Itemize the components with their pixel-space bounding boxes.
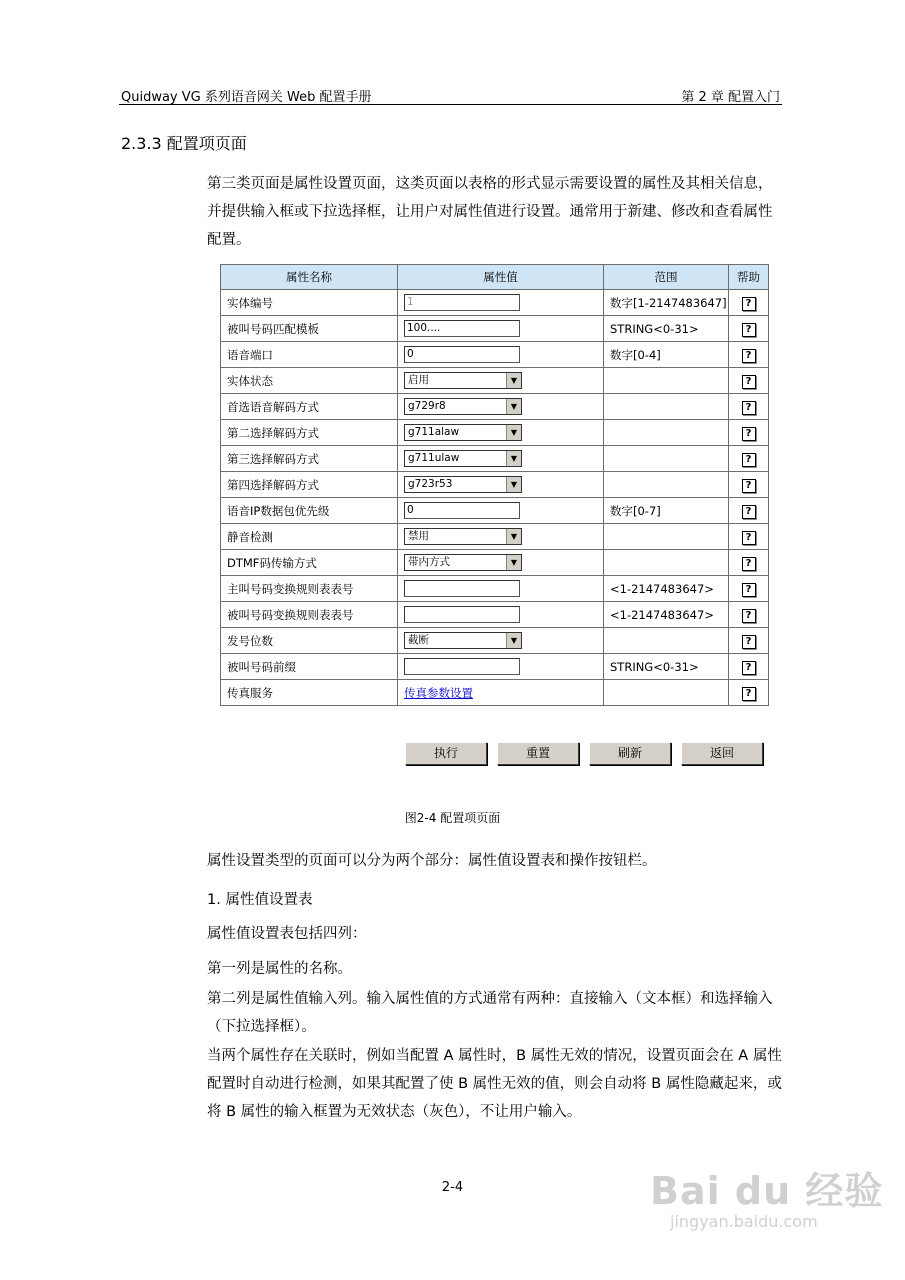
attr-name: 第三选择解码方式 (221, 446, 398, 472)
paragraph-parts: 属性设置类型的页面可以分为两个部分：属性值设置表和操作按钮栏。 (207, 853, 657, 869)
help-icon[interactable]: ? (742, 609, 756, 623)
attr-range: <1-2147483647> (604, 576, 729, 602)
entity-id-input[interactable]: 1 (404, 294, 520, 311)
help-icon[interactable]: ? (742, 661, 756, 675)
intro-paragraph: 第三类页面是属性设置页面，这类页面以表格的形式显示需要设置的属性及其相关信息，并提供输入框或下拉选择框，让用户对属性值进行设置。通常用于新建、修改和查看属性配置。 (207, 176, 773, 248)
attribute-table (220, 264, 769, 706)
help-icon[interactable]: ? (742, 427, 756, 441)
attr-range: <1-2147483647> (604, 602, 729, 628)
chevron-down-icon: ▼ (506, 529, 521, 544)
help-icon[interactable]: ? (742, 297, 756, 311)
silence-detect-select[interactable]: 禁用 ▼ (404, 528, 522, 545)
attr-name: 实体状态 (221, 368, 398, 394)
col-header-value: 属性值 (398, 265, 604, 290)
table-row (221, 550, 769, 576)
paragraph-col2: 第二列是属性值输入列。输入属性值的方式通常有两种：直接输入（文本框）和选择输入（下拉选择框）。 (207, 991, 773, 1035)
attr-range (604, 446, 729, 472)
help-icon[interactable]: ? (742, 349, 756, 363)
attr-range: STRING<0-31> (604, 654, 729, 680)
chevron-down-icon: ▼ (506, 451, 521, 466)
attr-name: 传真服务 (221, 680, 398, 706)
header-rule (119, 104, 782, 105)
header-chapter: 第 2 章 配置入门 (681, 90, 780, 105)
table-row (221, 446, 769, 472)
paragraph-col1: 第一列是属性的名称。 (207, 961, 352, 977)
attr-name: 发号位数 (221, 628, 398, 654)
table-row (221, 524, 769, 550)
fax-settings-link[interactable]: 传真参数设置 (404, 685, 473, 700)
chevron-down-icon: ▼ (506, 633, 521, 648)
attr-name: 被叫号码匹配模板 (221, 316, 398, 342)
execute-button[interactable]: 执行 (405, 742, 487, 765)
subheading: 1. 属性值设置表 (207, 892, 313, 908)
attr-range: 数字[0-4] (604, 342, 729, 368)
attr-range (604, 472, 729, 498)
col-header-help: 帮助 (729, 265, 769, 290)
chevron-down-icon: ▼ (506, 425, 521, 440)
attr-range: STRING<0-31> (604, 316, 729, 342)
attr-name: 第四选择解码方式 (221, 472, 398, 498)
help-icon[interactable]: ? (742, 583, 756, 597)
help-icon[interactable]: ? (742, 557, 756, 571)
table-row (221, 498, 769, 524)
paragraph-relation: 当两个属性存在关联时，例如当配置 A 属性时，B 属性无效的情况，设置页面会在 A 属性配置时自动进行检测，如果其配置了使 B 属性无效的值，则会自动将 B 属性隐藏起来，或将 B 属性的输入框置为无效状态（灰色），不让用户输入。 (207, 1048, 782, 1120)
chevron-down-icon: ▼ (506, 477, 521, 492)
codec1-select[interactable]: g729r8 ▼ (404, 398, 522, 415)
attr-range (604, 680, 729, 706)
help-icon[interactable]: ? (742, 323, 756, 337)
reset-button[interactable]: 重置 (497, 742, 579, 765)
attr-range (604, 524, 729, 550)
help-icon[interactable]: ? (742, 401, 756, 415)
attr-name: 被叫号码前缀 (221, 654, 398, 680)
table-row (221, 368, 769, 394)
paragraph-columns: 属性值设置表包括四列： (207, 926, 367, 942)
attr-range (604, 420, 729, 446)
help-icon[interactable]: ? (742, 479, 756, 493)
send-digits-select[interactable]: 截断 ▼ (404, 632, 522, 649)
codec3-select[interactable]: g711ulaw ▼ (404, 450, 522, 467)
watermark-brand: Bai du 经验 (650, 1169, 884, 1213)
attr-name: 被叫号码变换规则表表号 (221, 602, 398, 628)
table-row (221, 342, 769, 368)
help-icon[interactable]: ? (742, 453, 756, 467)
called-rule-input[interactable] (404, 606, 520, 623)
table-row (221, 680, 769, 706)
section-title: 2.3.3 配置项页面 (121, 134, 247, 153)
attr-range (604, 368, 729, 394)
chevron-down-icon: ▼ (506, 555, 521, 570)
table-row (221, 628, 769, 654)
entity-status-select[interactable]: 启用 ▼ (404, 372, 522, 389)
table-row (221, 420, 769, 446)
back-button[interactable]: 返回 (681, 742, 763, 765)
table-row (221, 602, 769, 628)
codec2-select[interactable]: g711alaw ▼ (404, 424, 522, 441)
attr-range (604, 394, 729, 420)
col-header-range: 范围 (604, 265, 729, 290)
attr-range: 数字[0-7] (604, 498, 729, 524)
help-icon[interactable]: ? (742, 635, 756, 649)
table-row (221, 316, 769, 342)
table-row (221, 394, 769, 420)
ip-priority-input[interactable]: 0 (404, 502, 520, 519)
voice-port-input[interactable]: 0 (404, 346, 520, 363)
chevron-down-icon: ▼ (506, 399, 521, 414)
caller-rule-input[interactable] (404, 580, 520, 597)
figure-caption: 图2-4 配置项页面 (404, 811, 501, 825)
table-header-row (221, 265, 769, 290)
table-row (221, 290, 769, 316)
help-icon[interactable]: ? (742, 375, 756, 389)
chevron-down-icon: ▼ (506, 373, 521, 388)
attr-name: 实体编号 (221, 290, 398, 316)
table-row (221, 654, 769, 680)
attr-range: 数字[1-2147483647] (604, 290, 729, 316)
dtmf-mode-select[interactable]: 带内方式 ▼ (404, 554, 522, 571)
called-pattern-input[interactable]: 100.... (404, 320, 520, 337)
col-header-name: 属性名称 (221, 265, 398, 290)
attr-name: 语音IP数据包优先级 (221, 498, 398, 524)
table-row (221, 472, 769, 498)
attr-range (604, 628, 729, 654)
attr-name: 静音检测 (221, 524, 398, 550)
called-prefix-input[interactable] (404, 658, 520, 675)
attr-name: 语音端口 (221, 342, 398, 368)
table-row (221, 576, 769, 602)
attr-range (604, 550, 729, 576)
page-number: 2-4 (441, 1180, 464, 1195)
codec4-select[interactable]: g723r53 ▼ (404, 476, 522, 493)
attr-name: 首选语音解码方式 (221, 394, 398, 420)
watermark-url: jingyan.baidu.com (670, 1212, 818, 1231)
attr-name: 第二选择解码方式 (221, 420, 398, 446)
help-icon[interactable]: ? (742, 505, 756, 519)
attr-name: DTMF码传输方式 (221, 550, 398, 576)
header-title: Quidway VG 系列语音网关 Web 配置手册 (121, 90, 372, 105)
help-icon[interactable]: ? (742, 531, 756, 545)
help-icon[interactable]: ? (742, 687, 756, 701)
attr-name: 主叫号码变换规则表表号 (221, 576, 398, 602)
refresh-button[interactable]: 刷新 (589, 742, 671, 765)
baidu-watermark (650, 1160, 884, 1231)
